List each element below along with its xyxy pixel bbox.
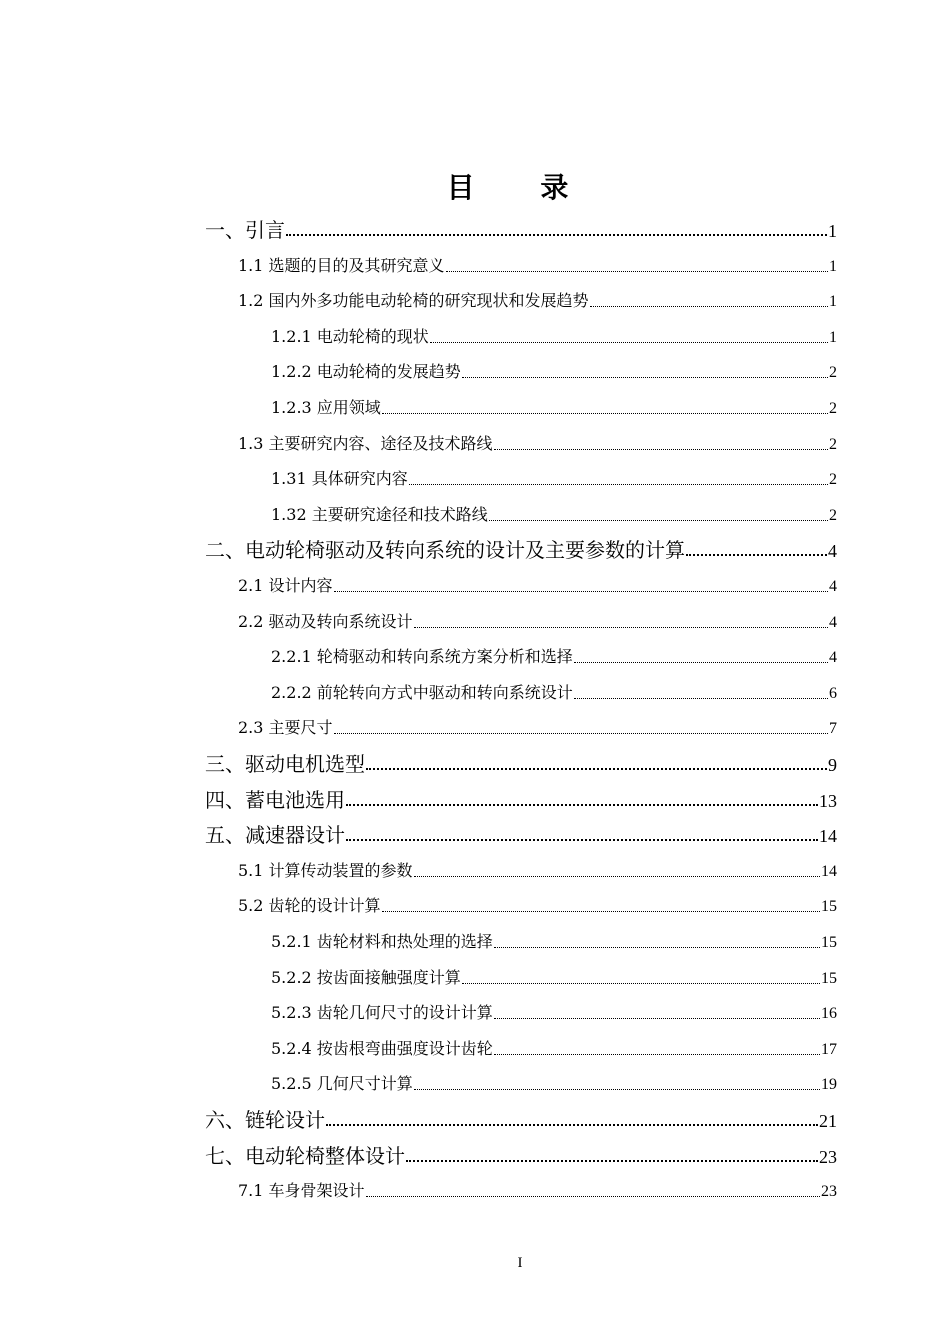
toc-entry[interactable] [271, 1037, 837, 1061]
toc-dot-leader [590, 306, 828, 307]
toc-dot-leader [489, 520, 828, 521]
toc-entry[interactable] [238, 610, 837, 634]
toc-entry-page: 16 [821, 1005, 837, 1022]
toc-entry-page: 2 [829, 436, 837, 453]
toc-entry-page: 15 [821, 934, 837, 951]
toc-dot-leader [409, 484, 828, 485]
toc-entry-page: 4 [828, 541, 837, 561]
toc-entry-label: 2.2 驱动及转向系统设计 [238, 612, 413, 631]
toc-entry-label: 2.1 设计内容 [238, 576, 333, 595]
toc-entry-label: 5.2.2 按齿面接触强度计算 [271, 968, 461, 987]
toc-entry[interactable] [238, 289, 837, 313]
toc-entry-label: 1.1 选题的目的及其研究意义 [238, 256, 445, 275]
toc-entry-label: 5.2 齿轮的设计计算 [238, 896, 381, 915]
toc-entry-label: 三、驱动电机选型 [205, 752, 365, 776]
toc-entry[interactable] [271, 503, 837, 527]
toc-dot-leader [494, 449, 828, 450]
toc-dot-leader [574, 698, 828, 699]
toc-entry-page: 15 [821, 970, 837, 987]
toc-entry[interactable] [238, 716, 837, 740]
toc-entry-page: 4 [829, 578, 837, 595]
toc-dot-leader [414, 876, 820, 877]
toc-entry-page: 9 [828, 755, 837, 775]
toc-entry[interactable] [205, 821, 837, 849]
toc-entry[interactable] [271, 325, 837, 349]
toc-dot-leader [382, 413, 828, 414]
toc-entry-label: 一、引言 [205, 218, 285, 242]
toc-entry-page: 2 [829, 507, 837, 524]
toc-entry[interactable] [238, 1179, 837, 1203]
toc-entry[interactable] [205, 750, 837, 778]
toc-entry-page: 23 [819, 1147, 837, 1167]
toc-entry-page: 2 [829, 364, 837, 381]
toc-entry-page: 1 [829, 329, 837, 346]
toc-entry-page: 1 [828, 221, 837, 241]
toc-entry-page: 14 [821, 863, 837, 880]
toc-entry-label: 2.2.1 轮椅驱动和转向系统方案分析和选择 [271, 647, 573, 666]
toc-entry-label: 1.2 国内外多功能电动轮椅的研究现状和发展趋势 [238, 291, 589, 310]
toc-entry[interactable] [271, 396, 837, 420]
toc-entry-label: 1.31 具体研究内容 [271, 469, 408, 488]
toc-entry-label: 2.2.2 前轮转向方式中驱动和转向系统设计 [271, 683, 573, 702]
toc-dot-leader [494, 947, 820, 948]
toc-entry-page: 15 [821, 898, 837, 915]
toc-entry[interactable] [271, 930, 837, 954]
toc-dot-leader [406, 1160, 818, 1162]
toc-entry-label: 5.2.3 齿轮几何尺寸的设计计算 [271, 1003, 493, 1022]
toc-dot-leader [366, 768, 827, 770]
toc-entry-label: 1.2.3 应用领域 [271, 398, 381, 417]
toc-entry[interactable] [205, 536, 837, 564]
toc-entry-page: 13 [819, 791, 837, 811]
toc-entry[interactable] [238, 574, 837, 598]
toc-entry-label: 1.2.2 电动轮椅的发展趋势 [271, 362, 461, 381]
toc-entry-page: 21 [819, 1111, 837, 1131]
toc-dot-leader [430, 342, 828, 343]
toc-entry-label: 5.2.4 按齿根弯曲强度设计齿轮 [271, 1039, 493, 1058]
toc-entry-label: 1.32 主要研究途径和技术路线 [271, 505, 488, 524]
toc-entry[interactable] [271, 467, 837, 491]
toc-entry-label: 1.3 主要研究内容、途径及技术路线 [238, 434, 493, 453]
toc-entry[interactable] [205, 786, 837, 814]
toc-entry-label: 四、蓄电池选用 [205, 788, 345, 812]
toc-entry[interactable] [271, 1001, 837, 1025]
toc-entry[interactable] [271, 966, 837, 990]
toc-entry-page: 4 [829, 614, 837, 631]
toc-entry-label: 七、电动轮椅整体设计 [205, 1144, 405, 1168]
toc-dot-leader [574, 662, 828, 663]
toc-title: 目 录 [446, 171, 597, 204]
toc-entry[interactable] [271, 681, 837, 705]
toc-entry[interactable] [271, 360, 837, 384]
toc-dot-leader [414, 1089, 820, 1090]
toc-entry-page: 4 [829, 649, 837, 666]
toc-entry-page: 2 [829, 400, 837, 417]
toc-dot-leader [494, 1054, 820, 1055]
toc-entry-label: 2.3 主要尺寸 [238, 718, 333, 737]
toc-entry-label: 5.2.1 齿轮材料和热处理的选择 [271, 932, 493, 951]
toc-entry-label: 5.2.5 几何尺寸计算 [271, 1074, 413, 1093]
toc-dot-leader [462, 983, 820, 984]
toc-entry-page: 7 [829, 720, 837, 737]
toc-entry[interactable] [271, 1072, 837, 1096]
toc-dot-leader [382, 911, 820, 912]
toc-entry-page: 14 [819, 826, 837, 846]
toc-entry[interactable] [271, 645, 837, 669]
toc-entry-page: 6 [829, 685, 837, 702]
toc-entry-label: 五、减速器设计 [205, 823, 345, 847]
toc-dot-leader [414, 627, 828, 628]
toc-entry-page: 19 [821, 1076, 837, 1093]
toc-dot-leader [346, 839, 818, 841]
page-number: I [517, 1255, 523, 1271]
toc-dot-leader [366, 1196, 820, 1197]
toc-dot-leader [286, 234, 827, 236]
toc-dot-leader [334, 591, 828, 592]
toc-entry-label: 1.2.1 电动轮椅的现状 [271, 327, 429, 346]
toc-entry[interactable] [205, 1142, 837, 1170]
toc-dot-leader [462, 377, 828, 378]
toc-dot-leader [686, 554, 827, 556]
toc-entry[interactable] [238, 432, 837, 456]
toc-entry-label: 六、链轮设计 [205, 1108, 325, 1132]
toc-entry[interactable] [238, 894, 837, 918]
toc-entry-page: 1 [829, 258, 837, 275]
toc-dot-leader [446, 271, 828, 272]
toc-entry-page: 23 [821, 1183, 837, 1200]
toc-entry-page: 2 [829, 471, 837, 488]
toc-dot-leader [334, 733, 828, 734]
toc-entry-page: 17 [821, 1041, 837, 1058]
toc-dot-leader [494, 1018, 820, 1019]
toc-entry[interactable] [205, 216, 837, 244]
toc-entry-page: 1 [829, 293, 837, 310]
toc-entry-label: 7.1 车身骨架设计 [238, 1181, 365, 1200]
toc-dot-leader [346, 804, 818, 806]
toc-entry[interactable] [205, 1106, 837, 1134]
toc-entry[interactable] [238, 254, 837, 278]
toc-entry-label: 二、电动轮椅驱动及转向系统的设计及主要参数的计算 [205, 538, 685, 562]
toc-entry[interactable] [238, 859, 837, 883]
toc-dot-leader [326, 1124, 818, 1126]
toc-entry-label: 5.1 计算传动装置的参数 [238, 861, 413, 880]
